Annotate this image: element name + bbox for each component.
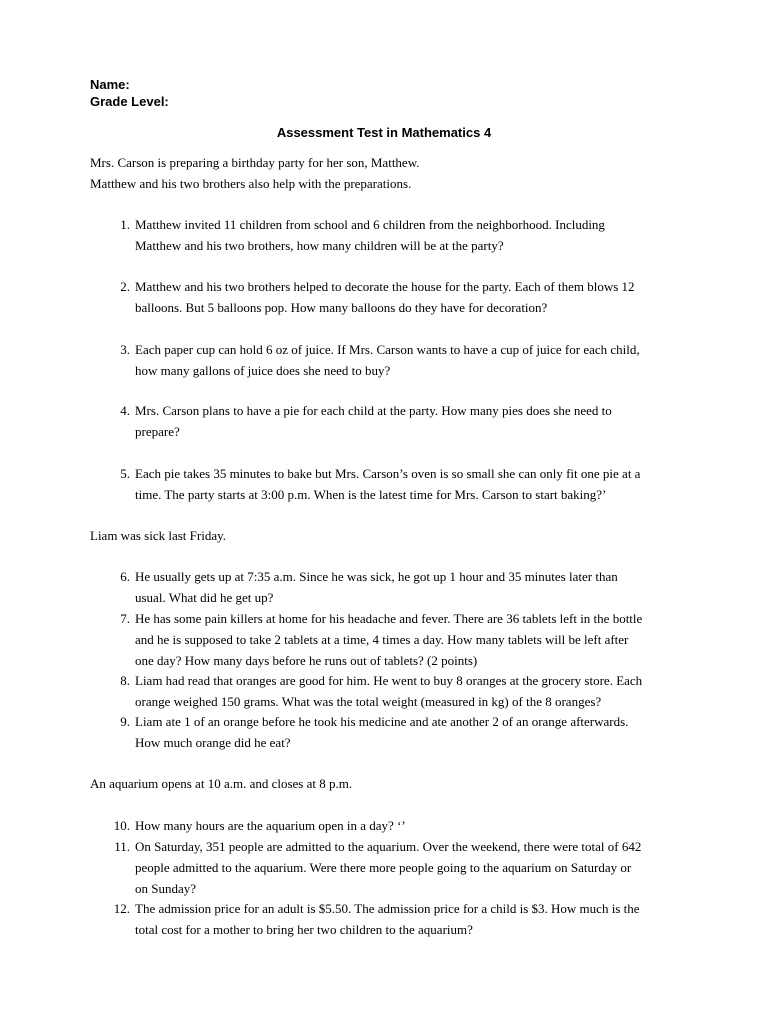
question-line: Mrs. Carson plans to have a pie for each child at the party. How many pies does she need to [135,403,612,418]
question-number: 10. [113,818,130,833]
question-number: 2. [120,279,130,294]
question-text [135,815,685,836]
question-line: orange weighed 150 grams. What was the total weight (measured in kg) of the 8 oranges? [135,694,602,709]
question-line: balloons. But 5 balloons pop. How many balloons do they have for decoration? [135,300,548,315]
question-number: 12. [113,901,130,916]
question-line: Matthew and his two brothers, how many children will be at the party? [135,238,504,253]
question-line: Each paper cup can hold 6 oz of juice. If Mrs. Carson wants to have a cup of juice for each child, [135,342,640,357]
intro-line: Mrs. Carson is preparing a birthday party for her son, Matthew. [90,155,420,170]
question-line: Matthew invited 11 children from school and 6 children from the neighborhood. Including [135,217,605,232]
question-line: one day? How many days before he runs out of tablets? (2 points) [135,653,478,668]
question-line: He has some pain killers at home for his headache and fever. There are 36 tablets left in the bottle [135,611,643,626]
question-line: usual. What did he get up? [135,590,274,605]
question-text [135,898,685,940]
section-intro [90,152,690,194]
question-number: 11. [114,839,130,854]
question-number: 3. [120,342,130,357]
question-line: Matthew and his two brothers helped to decorate the house for the party. Each of them blows 12 [135,279,635,294]
question-text [135,711,685,753]
section-intro [90,525,690,546]
question-line: The admission price for an adult is $5.50. The admission price for a child is $3. How much is the [135,901,640,916]
intro-line: An aquarium opens at 10 a.m. and closes at 8 p.m. [90,776,353,791]
name-label: Name: [90,77,130,92]
section-intro [90,773,690,794]
question-number: 1. [120,217,130,232]
question-number: 4. [120,403,130,418]
question-number: 8. [120,673,130,688]
intro-line: Matthew and his two brothers also help with the preparations. [90,176,412,191]
question-text [135,214,685,256]
question-line: Liam ate 1 of an orange before he took his medicine and ate another 2 of an orange afterwards. [135,714,629,729]
question-text [135,463,685,505]
question-line: Liam had read that oranges are good for him. He went to buy 8 oranges at the grocery store. Each [135,673,643,688]
question-line: how many gallons of juice does she need to buy? [135,363,391,378]
intro-line: Liam was sick last Friday. [90,528,226,543]
question-line: people admitted to the aquarium. Were there more people going to the aquarium on Saturday or [135,860,632,875]
question-line: He usually gets up at 7:35 a.m. Since he was sick, he got up 1 hour and 35 minutes later than [135,569,618,584]
question-line: How many hours are the aquarium open in a day? ‘’ [135,818,406,833]
question-line: on Sunday? [135,881,197,896]
question-text [135,276,685,318]
question-number: 6. [120,569,130,584]
question-text [135,566,685,608]
question-line: time. The party starts at 3:00 p.m. When is the latest time for Mrs. Carson to start baking?’ [135,487,607,502]
question-text [135,400,685,442]
question-line: total cost for a mother to bring her two children to the aquarium? [135,922,473,937]
question-line: Each pie takes 35 minutes to bake but Mrs. Carson’s oven is so small she can only fit one pie at a [135,466,641,481]
grade-level-label: Grade Level: [90,94,169,109]
question-line: prepare? [135,424,180,439]
question-number: 5. [120,466,130,481]
question-number: 7. [120,611,130,626]
question-text [135,670,685,712]
question-text [135,339,685,381]
question-text [135,608,685,671]
question-line: and he is supposed to take 2 tablets at a time, 4 times a day. How many tablets will be left after [135,632,629,647]
question-number: 9. [120,714,130,729]
question-line: On Saturday, 351 people are admitted to the aquarium. Over the weekend, there were total of 642 [135,839,642,854]
question-line: How much orange did he eat? [135,735,291,750]
page-title: Assessment Test in Mathematics 4 [276,125,492,140]
question-text [135,836,685,899]
